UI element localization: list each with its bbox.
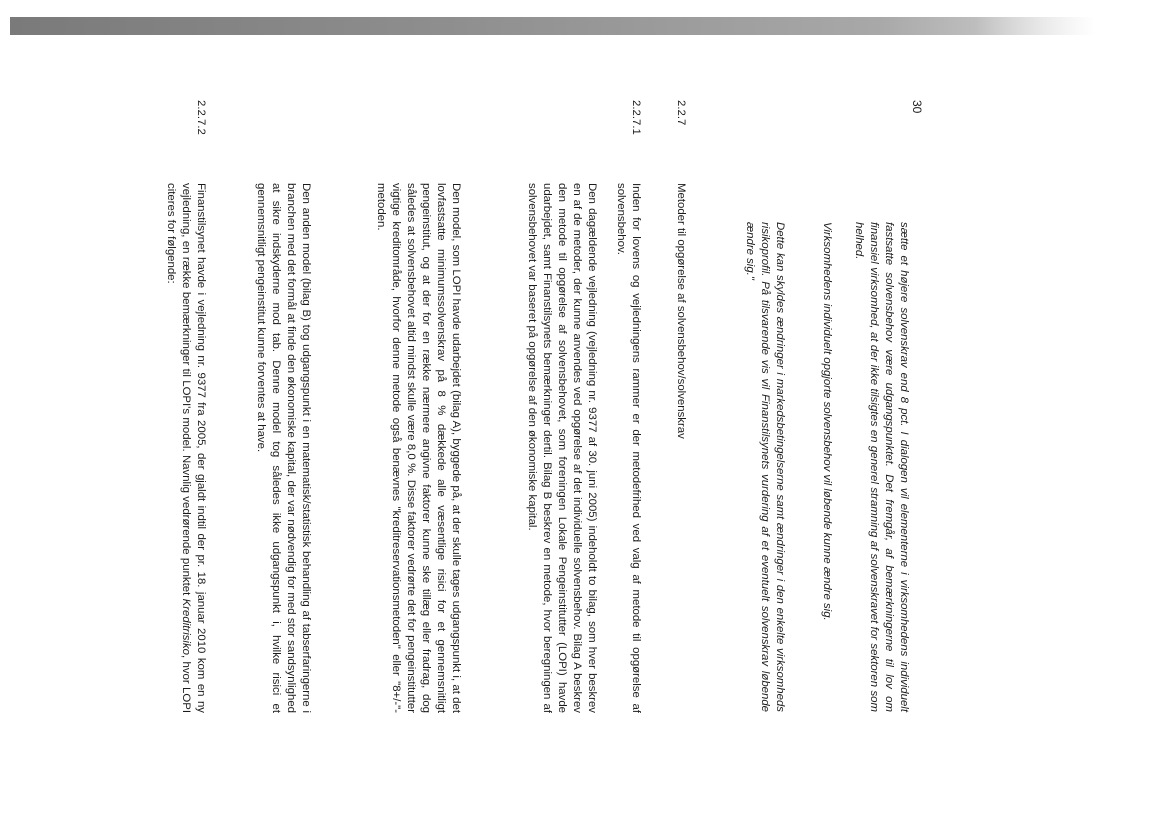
section-heading-2-2-7: Metoder til opgørelse af solvensbehov/solvenskrav [675,183,687,439]
paragraph-text-end: , hvor LOPI citeres for følgende: [165,183,193,713]
rotated-document-page [0,100,926,726]
paragraph-text-start: Finanstilsynet havde i vejledning nr. 9377 fra 2005, der gjaldt indtil der pr. 18. januar 2010 kom en ny vejledning, en række bemærkninger til LOPI's model. Navnlig vedrørende punktet [180,183,207,713]
kreditrisiko-term: Kreditrisiko [180,598,193,655]
section-number-2-2-7-2: 2.2.7.2 [195,100,207,135]
quote-paragraph-3: Dette kan skyldes ændringer i markedsbetingelserne samt ændringer i den enkelte virksomheds risikoprofil. På tilsvarende vis vil Finanstilsynets vurdering af et eventuelt solvenskrav løbende ændre sig." [744,222,786,712]
quote-paragraph-1: sætte et højere solvenskrav end 8 pct. I dialogen vil elementerne i virksomhedens individuelt fastsatte solvensbehov være udgangspunktet. Det fremgår, af bemærkningerne til lov om finansiel virksomhed, at der ikke tilsigtes en generel stramning af solvenskravet for sektoren som helhed. [853,222,910,712]
quote-paragraph-2: Virksomhedens individuelt opgjorte solvensbehov vil løbende kunne ændre sig. [821,222,833,621]
section-2-2-7-1-paragraph-1: Inden for lovens og vejledningens rammer er der metodefrihed ved valg af metode til opgørelse af solvensbehov. [615,183,642,713]
section-2-2-7-1-paragraph-3: Den model, som LOPI havde udarbejdet (bilag A), byggede på, at der skulle tages udgangspunkt i, at det lovfastsatte minimumssolvenskrav på 8 % dækkede alle væsentlige risici for et gennemsnitligt pengeinstitut, og at der for en række nærmere angivne faktorer kunne ske tillæg eller fradrag, dog således at solvensbehovet altid mindst skulle være 8,0 %. Disse faktorer vedrørte det for pengeinstitutter vigtige kreditområde, hvorfor denne metode også benævnes "kreditreservationsmetoden" eller "8+/-"-metoden. [375,183,462,713]
section-2-2-7-2-paragraph-1 [163,183,208,713]
section-2-2-7-1-paragraph-2: Den dagældende vejledning (vejledning nr. 9377 af 30. juni 2005) indeholdt to bilag, som hver beskrev en af de metoder, der kunne anvendes ved opgørelse af det individuelle solvensbehov. Bilag A beskrev den metode til opgørelse af solvensbehovet, som foreningen Lokale Pengeinstitutter (LOPI) havde udarbejdet, samt Finanstilsynets bemærkninger dertil. Bilag B beskrev en metode, hvor beregningen af solvensbehovet var baseret på opgørelse af den økonomiske kapital. [526,183,598,713]
page-number: 30 [910,100,924,114]
section-number-2-2-7-1: 2.2.7.1 [630,100,642,135]
section-number-2-2-7: 2.2.7 [675,100,687,126]
section-2-2-7-1-paragraph-4: Den anden model (bilag B) tog udgangspunkt i en matematisk/statistisk behandling af tabserfaringerne i branchen med det formål at finde den økonomiske kapital, der var nødvendig for med stor sandsynlighed at sikre indskyderne mod tab. Denne model tog således ikke udgangspunkt i, hvilke risici et gennemsnitligt pengeinstitut kunne forventes at have. [255,183,312,713]
scan-edge-shadow [10,17,1095,35]
